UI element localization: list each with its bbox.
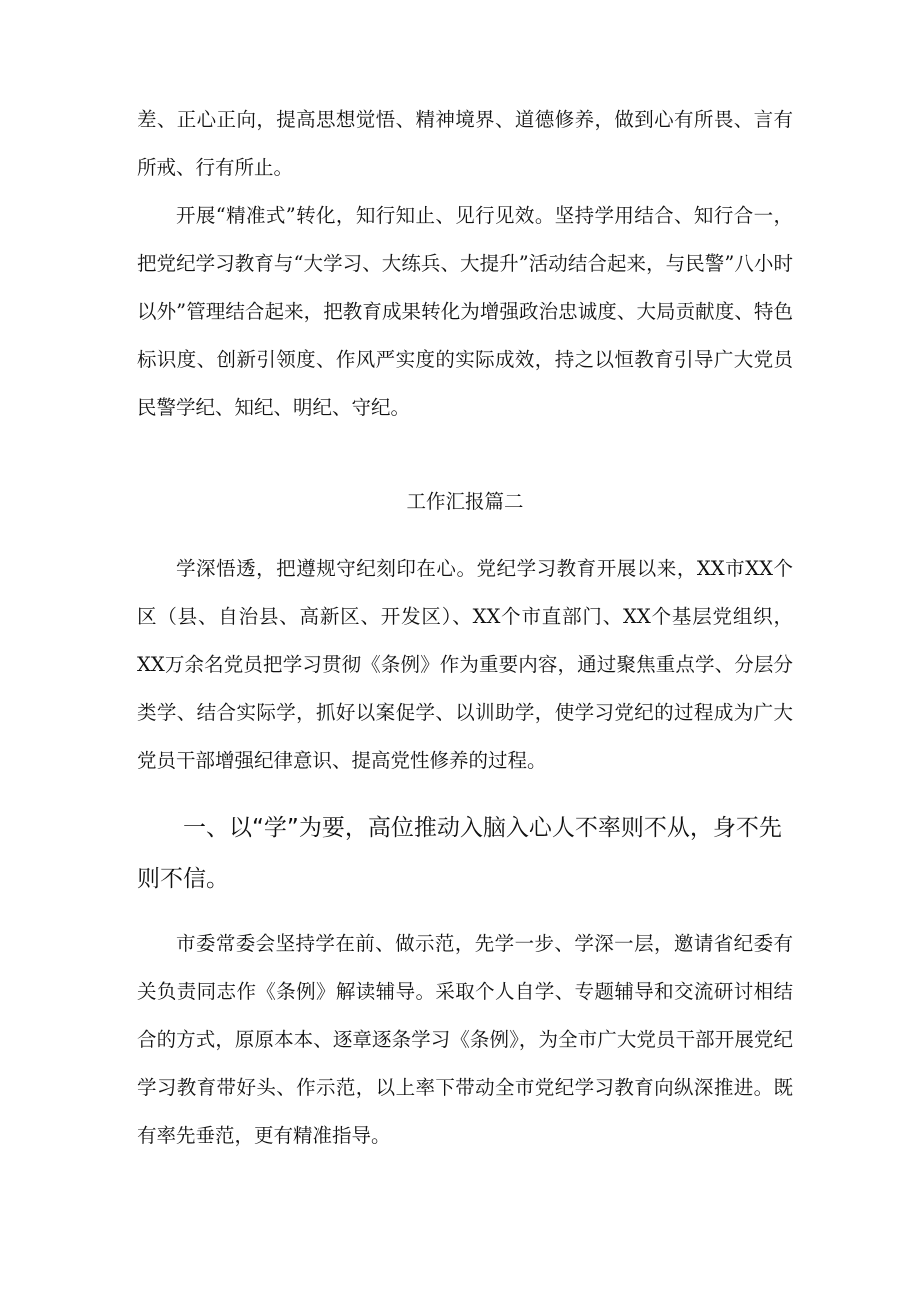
paragraph-study: 学深悟透，把遵规守纪刻印在心。党纪学习教育开展以来，XX市XX个区（县、自治县、高新区、开发区）、XX个市直部门、XX个基层党组织，XX万余名党员把学习贯彻《条例》作为重要内容，通过聚焦重点学、分层分类学、结合实际学，抓好以案促学、以训助学，使学习党纪的过程成为广大党员干部增强纪律意识、提高党性修养的过程。 — [137, 557, 793, 772]
heading-one: 一、以“学”为要，高位推动入脑入心人不率则不从，身不先则不信。 — [137, 815, 782, 892]
paragraph-continuation: 差、正心正向，提高思想觉悟、精神境界、道德修养，做到心有所畏、言有所戒、行有所止。 — [137, 108, 793, 179]
paragraph-precise-transformation: 开展“精准式”转化，知行知止、见行见效。坚持学用结合、知行合一，把党纪学习教育与“大学习、大练兵、大提升”活动结合起来，与民警”八小时以外”管理结合起来，把教育成果转化为增强政治忠诚度、大局贡献度、特色标识度、创新引领度、作风严实度的实际成效，持之以恒教育引导广大党员民警学纪、知纪、明纪、守纪。 — [137, 204, 793, 419]
paragraph-standing-committee: 市委常委会坚持学在前、做示范，先学一步、学深一层，邀请省纪委有关负责同志作《条例》解读辅导。采取个人自学、专题辅导和交流研讨相结合的方式，原原本本、逐章逐条学习《条例》，为全市广大党员干部开展党纪学习教育带好头、作示范，以上率下带动全市党纪学习教育向纵深推进。既有率先垂范，更有精准指导。 — [137, 932, 793, 1147]
section-title: 工作汇报篇二 — [406, 490, 524, 513]
